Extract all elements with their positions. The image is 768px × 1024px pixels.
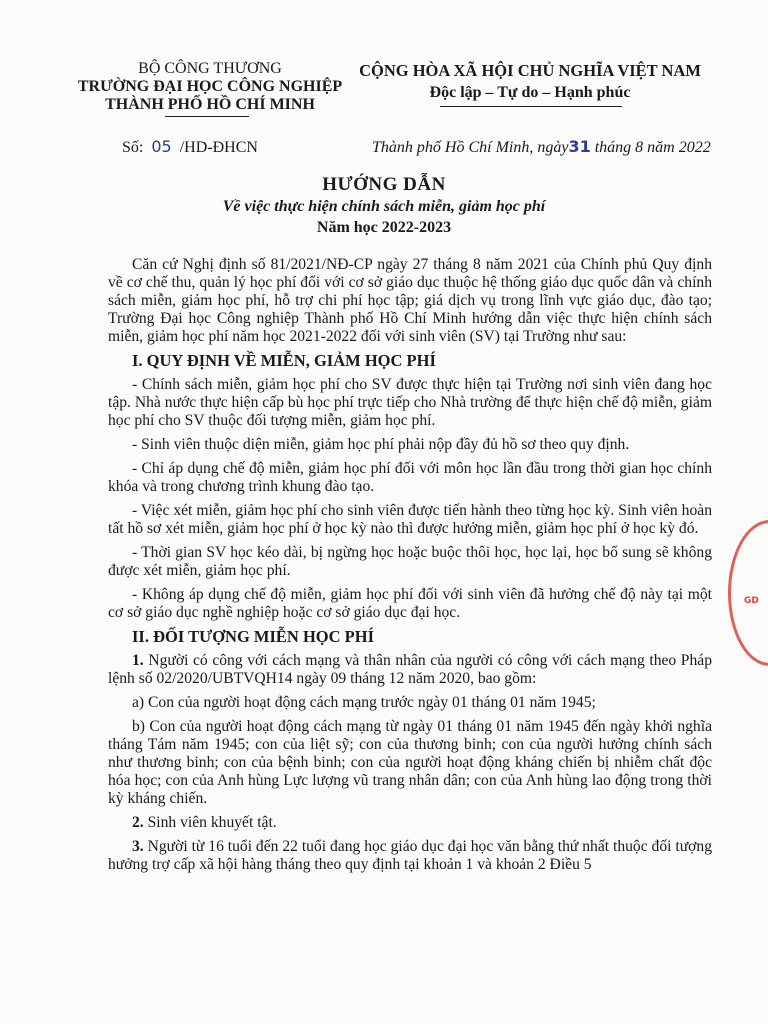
section2-item-3 xyxy=(108,838,712,874)
section-heading-2: II. ĐỐI TƯỢNG MIỄN HỌC PHÍ xyxy=(132,627,375,646)
official-seal-fragment xyxy=(728,520,768,666)
date-prefix: Thành phố Hồ Chí Minh, ngày xyxy=(372,139,569,156)
date-day-handwritten: 31 xyxy=(568,137,591,156)
intro-paragraph: Căn cứ Nghị định số 81/2021/NĐ-CP ngày 27 tháng 8 năm 2021 của Chính phủ Quy định về cơ chế thu, quản lý học phí đối với cơ sở giáo dục thuộc hệ thống giáo dục quốc dân và chính sách miễn, giảm học phí, hỗ trợ chi phí học tập; giá dịch vụ trong lĩnh vực giáo dục, đào tạo; Trường Đại học Công nghiệp Thành phố Hồ Chí Minh hướng dẫn việc thực hiện chính sách miễn, giảm học phí năm học 2021-2022 đối với sinh viên (SV) tại Trường như sau: xyxy=(108,256,712,345)
section2-item-1b: b) Con của người hoạt động cách mạng từ ngày 01 tháng 01 năm 1945 đến ngày khởi nghĩa tháng Tám năm 1945; con của liệt sỹ; con của thương binh; con của người hưởng chính sách như thương binh; con của bệnh binh; con của người hoạt động kháng chiến bị nhiễm chất độc hóa học; con của Anh hùng Lực lượng vũ trang nhân dân; con của Anh hùng lao động trong thời kỳ kháng chiến. xyxy=(108,718,712,807)
issuer-header xyxy=(60,60,360,114)
national-motto: Độc lập – Tự do – Hạnh phúc xyxy=(429,84,631,101)
section1-item: - Chỉ áp dụng chế độ miễn, giảm học phí đối với môn học lần đầu trong thời gian học chính khóa và trong chương trình khung đào tạo. xyxy=(108,460,712,495)
section1-item: - Thời gian SV học kéo dài, bị ngừng học hoặc buộc thôi học, học lại, học bổ sung sẽ không được xét miễn, giảm học phí. xyxy=(108,544,712,579)
section2-item-2 xyxy=(108,814,712,832)
header-divider-right xyxy=(440,106,622,107)
doc-number-label: Số: xyxy=(122,139,144,156)
document-subject: Về việc thực hiện chính sách miễn, giảm học phí xyxy=(222,198,546,215)
item-number: 1. xyxy=(132,652,144,669)
item-text: Người có công với cách mạng và thân nhân của người có công với cách mạng theo Pháp lệnh số 02/2020/UBTVQH14 ngày 09 tháng 12 năm 2020, bao gồm: xyxy=(108,652,712,687)
section1-item: - Chính sách miễn, giảm học phí cho SV được thực hiện tại Trường nơi sinh viên đang học tập. Nhà nước thực hiện cấp bù học phí trực tiếp cho Nhà trường để thực hiện chế độ miễn, giảm học phí cho SV thuộc đối tượng miễn, giảm học phí. xyxy=(108,376,712,429)
document-title: HƯỚNG DẪN xyxy=(322,174,446,195)
section2-item-1a: a) Con của người hoạt động cách mạng trước ngày 01 tháng 01 năm 1945; xyxy=(132,694,596,711)
section2-item-1 xyxy=(108,652,712,688)
national-header xyxy=(350,60,710,104)
item-text: Sinh viên khuyết tật. xyxy=(147,814,277,831)
date-suffix: tháng 8 năm 2022 xyxy=(594,139,711,156)
school-name-line2: THÀNH PHỐ HỒ CHÍ MINH xyxy=(105,96,315,113)
section-heading-1: I. QUY ĐỊNH VỀ MIỄN, GIẢM HỌC PHÍ xyxy=(132,351,436,370)
section1-item: - Việc xét miễn, giảm học phí cho sinh viên được tiến hành theo từng học kỳ. Sinh viên hoàn tất hồ sơ xét miễn, giảm học phí ở học kỳ nào thì được hưởng miễn, giảm học phí ở học kỳ đó. xyxy=(108,502,712,537)
doc-number-suffix: /HD-ĐHCN xyxy=(179,139,258,156)
document-body xyxy=(108,256,712,880)
ministry-name: BỘ CÔNG THƯƠNG xyxy=(138,60,282,77)
school-name-line1: TRƯỜNG ĐẠI HỌC CÔNG NGHIỆP xyxy=(77,78,343,95)
section1-item: - Không áp dụng chế độ miễn, giảm học phí đối với sinh viên đã hưởng chế độ này tại một cơ sở giáo dục nghề nghiệp hoặc cơ sở giáo dục đại học. xyxy=(108,586,712,621)
document-number xyxy=(122,137,258,157)
document-school-year: Năm học 2022-2023 xyxy=(316,219,452,236)
item-number: 2. xyxy=(132,814,144,831)
seal-text: GD xyxy=(744,596,759,606)
nation-name: CỘNG HÒA XÃ HỘI CHỦ NGHĨA VIỆT NAM xyxy=(359,61,701,80)
item-text: Người từ 16 tuổi đến 22 tuổi đang học giáo dục đại học văn bằng thứ nhất thuộc đối tượng hưởng trợ cấp xã hội hàng tháng theo quy định tại khoản 1 và khoản 2 Điều 5 xyxy=(108,838,712,873)
section1-item: - Sinh viên thuộc diện miễn, giảm học phí phải nộp đầy đủ hồ sơ theo quy định. xyxy=(132,436,630,453)
issue-date xyxy=(372,137,711,157)
document-title-block xyxy=(0,173,768,239)
item-number: 3. xyxy=(132,838,144,855)
doc-number-handwritten: 05 xyxy=(151,137,172,156)
header-divider-left xyxy=(165,116,249,117)
